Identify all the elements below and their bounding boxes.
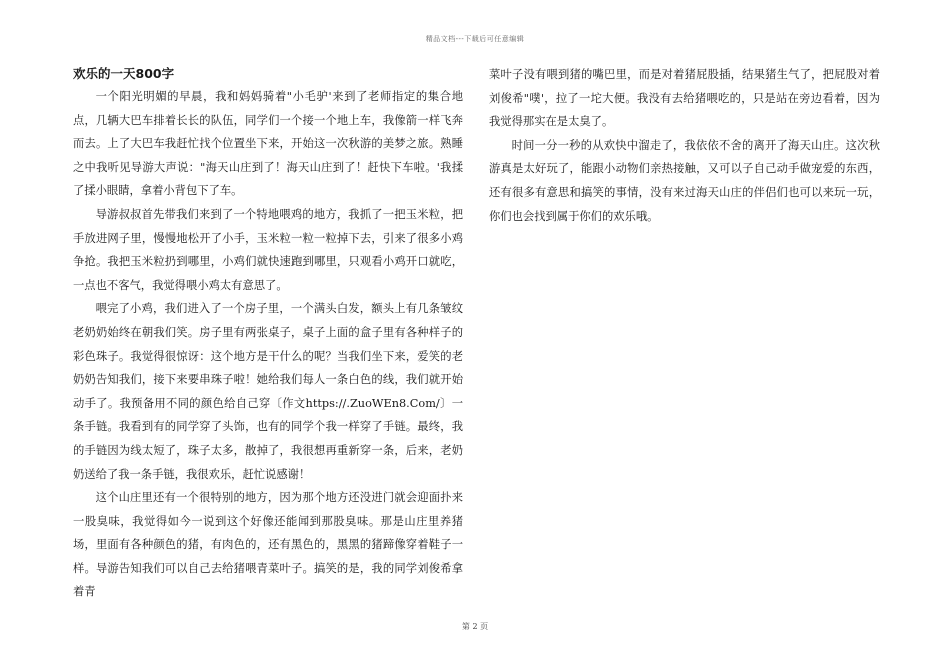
right-column <box>489 63 880 228</box>
paragraph-4-continued: 菜叶子没有喂到猪的嘴巴里，而是对着猪屁股插，结果猪生气了，把屁股对着刘俊希"噗'，拉了一坨大便。我没有去给猪喂吃的，只是站在旁边看着，因为我觉得那实在是太臭了。 <box>489 68 880 129</box>
paragraph-2: 导游叔叔首先带我们来到了一个特地喂鸡的地方，我抓了一把玉米粒，把手放进网子里，慢慢地松开了小手，玉米粒一粒一粒掉下去，引来了很多小鸡争抢。我把玉米粒扔到哪里，小鸡们就快速跑到哪里，只观看小鸡开口就吃，一点也不客气，我觉得喂小鸡太有意思了。 <box>73 207 463 292</box>
paragraph-5: 时间一分一秒的从欢快中溜走了，我依依不舍的离开了海天山庄。这次秋游真是太好玩了，能跟小动物们亲热接触，又可以子自己动手做宠爱的东西，还有很多有意思和搞笑的事情，没有来过海天山庄的伴侣们也可以来玩一玩，你们也会找到属于你们的欢乐哦。 <box>489 138 880 223</box>
paragraph-4: 这个山庄里还有一个很特别的地方，因为那个地方还没进门就会迎面扑来一股臭味，我觉得如今一说到这个好像还能闻到那股臭味。那是山庄里养猪场，里面有各种颜色的猪，有肉色的，还有黑色的，黑黑的猪蹄像穿着鞋子一样。导游告知我们可以自己去给猪喂青菜叶子。搞笑的是，我的同学刘俊希拿着青 <box>73 491 463 599</box>
page-header: 精品文档---下载后可任意编辑 <box>425 35 525 43</box>
left-column <box>73 63 463 604</box>
paragraph-3: 喂完了小鸡，我们进入了一个房子里，一个满头白发，额头上有几条皱纹老奶奶始终在朝我们笑。房子里有两张桌子，桌子上面的盒子里有各种样子的彩色珠子。我觉得很惊讶：这个地方是干什么的呢？当我们坐下来，爱笑的老奶奶告知我们，接下来要串珠子啦！她给我们每人一条白色的线，我们就开始动手了。我预备用不同的颜色给自己穿〔作文https://.ZuoWEn8.Com/〕一条手链。我看到有的同学穿了头饰，也有的同学个我一样穿了手链。最终，我的手链因为线太短了，珠子太多，散掉了，我很想再重新穿一条，后来，老奶奶送给了我一条手链，我很欢乐，赶忙说感谢！ <box>73 302 463 481</box>
paragraph-1: 一个阳光明媚的早晨，我和妈妈骑着"小毛驴'来到了老师指定的集合地点，几辆大巴车排着长长的队伍，同学们一个接一个地上车，我像箭一样飞奔而去。上了大巴车我赶忙找个位置坐下来，开始这一次秋游的美梦之旅。熟睡之中我听见导游大声说："海天山庄到了！海天山庄到了！赶快下车啦。'我揉了揉小眼睛，拿着小背包下了车。 <box>73 90 463 198</box>
page-number: 第 2 页 <box>461 622 489 631</box>
document-title: 欢乐的一天800字 <box>73 66 175 81</box>
